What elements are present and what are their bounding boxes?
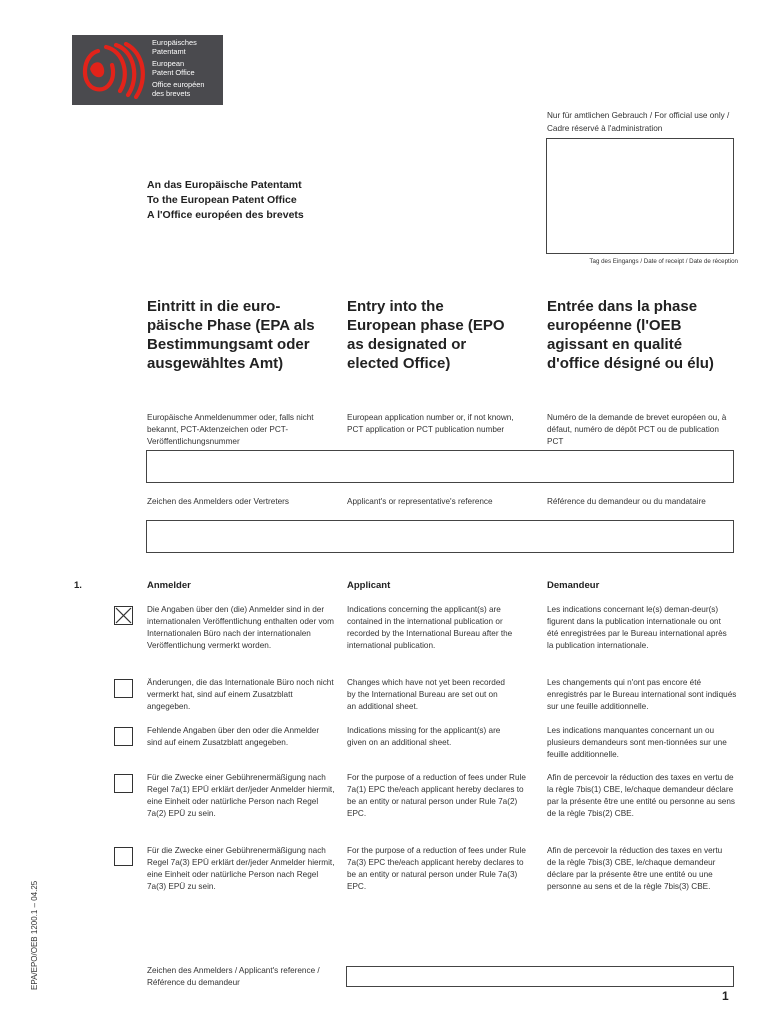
footer-reference-field[interactable]	[346, 966, 734, 987]
option-checkbox[interactable]	[114, 727, 133, 746]
section-heading-fr: Demandeur	[547, 580, 600, 591]
option-text-fr: Afin de percevoir la réduction des taxes en vertu de la règle 7bis(1) CBE, le/chaque demandeur déclare par la présente être une entité ou personne au sens de la règle 7bis(2) CBE.	[547, 773, 735, 818]
option-checkbox[interactable]	[114, 679, 133, 698]
option-text-en: Changes which have not yet been recorded by the International Bureau are set out on an additional sheet.	[347, 678, 505, 711]
logo-text-line6: des brevets	[152, 88, 191, 98]
reference-label-fr: Référence du demandeur ou du mandataire	[547, 497, 706, 506]
logo-text-line5: Office européen	[152, 80, 205, 90]
address-fr: A l'Office européen des brevets	[147, 209, 304, 221]
epo-logo-icon	[76, 41, 148, 99]
form-title-en: Entry into the European phase (EPO as designated or elected Office)	[347, 298, 505, 372]
form-code: EPA/EPO/OEB 1200.1 – 04.25	[30, 880, 39, 990]
footer-reference-label: Zeichen des Anmelders / Applicant's reference / Référence du demandeur	[147, 966, 320, 987]
option-text-fr: Les indications concernant le(s) deman-deur(s) figurent dans la publication internationale ou ont été enregistrées par le Bureau international après la publication internationale.	[547, 605, 727, 650]
form-title-de: Eintritt in die euro-päische Phase (EPA als Bestimmungsamt oder ausgewähltes Amt)	[147, 298, 315, 372]
option-text-de: Änderungen, die das Internationale Büro noch nicht vermerkt hat, sind auf einem Zusatzblatt angegeben.	[147, 678, 334, 711]
option-text-fr: Les indications manquantes concernant un ou plusieurs demandeurs sont men-tionnées sur une feuille additionnelle.	[547, 726, 727, 759]
section-heading-en: Applicant	[347, 580, 391, 591]
form-title-fr: Entrée dans la phase européenne (l'OEB agissant en qualité d'office désigné ou élu)	[547, 298, 714, 372]
option-text-de: Fehlende Angaben über den oder die Anmelder sind auf einem Zusatzblatt angegeben.	[147, 726, 320, 747]
option-text-en: Indications missing for the applicant(s) are given on an additional sheet.	[347, 726, 501, 747]
logo-text-line3: European	[152, 59, 185, 69]
official-use-box	[546, 138, 734, 254]
option-text-de: Für die Zwecke einer Gebührenermäßigung nach Regel 7a(1) EPÜ erklärt der/jeder Anmelder hiermit, eine Einheit oder natürliche Person nach Regel 7a(2) EPÜ zu sein.	[147, 773, 335, 818]
option-checkbox[interactable]	[114, 606, 133, 625]
logo-text-line1: Europäisches	[152, 38, 197, 47]
option-text-de: Die Angaben über den (die) Anmelder sind in der internationalen Veröffentlichung enthalten oder vom Internationalen Büro nach der internationalen Veröffentlichung vermerkt worden.	[147, 605, 334, 650]
official-use-label: Nur für amtlichen Gebrauch / For official use only / Cadre réservé à l'administration	[547, 111, 730, 133]
option-text-en: For the purpose of a reduction of fees under Rule 7a(3) EPC the/each applicant hereby declares to be an entity or natural person under Rule 7a(3) EPC.	[347, 846, 526, 891]
section-number: 1.	[74, 580, 82, 591]
option-text-fr: Afin de percevoir la réduction des taxes en vertu de la règle 7bis(3) CBE, le/chaque demandeur déclare par la présente être une entité ou une personne au sens et de la règle 7bis(3) CBE.	[547, 846, 723, 891]
date-of-receipt-label: Tag des Eingangs / Date of receipt / Date de réception	[589, 258, 738, 265]
logo-text-line2: Patentamt	[152, 46, 186, 56]
application-number-label-de: Europäische Anmeldenummer oder, falls nicht bekannt, PCT-Aktenzeichen oder PCT-Veröffentlichungsnummer	[147, 413, 314, 446]
option-text-en: Indications concerning the applicant(s) are contained in the international publication or recorded by the International Bureau after the international publication.	[347, 605, 513, 650]
option-checkbox[interactable]	[114, 774, 133, 793]
logo-text-line4: Patent Office	[152, 67, 195, 77]
epo-logo	[72, 35, 223, 105]
application-number-label-fr: Numéro de la demande de brevet européen ou, à défaut, numéro de dépôt PCT ou de publication PCT	[547, 413, 727, 446]
page-number: 1	[722, 989, 729, 1003]
section-heading-de: Anmelder	[147, 580, 191, 591]
option-text-en: For the purpose of a reduction of fees under Rule 7a(1) EPC the/each applicant hereby declares to be an entity or natural person under Rule 7a(2) EPC.	[347, 773, 526, 818]
reference-field[interactable]	[146, 520, 734, 553]
application-number-label-en: European application number or, if not known, PCT application or PCT publication number	[347, 413, 514, 434]
reference-label-en: Applicant's or representative's reference	[347, 497, 493, 506]
option-checkbox[interactable]	[114, 847, 133, 866]
checked-cross-icon	[115, 607, 132, 624]
application-number-field[interactable]	[146, 450, 734, 483]
option-text-fr: Les changements qui n'ont pas encore été enregistrés par le Bureau international sont indiqués sur une feuille additionnelle.	[547, 678, 737, 711]
option-text-de: Für die Zwecke einer Gebührenermäßigung nach Regel 7a(3) EPÜ erklärt der/jeder Anmelder hiermit, eine Einheit oder natürliche Person nach Regel 7a(3) EPÜ zu sein.	[147, 846, 335, 891]
reference-label-de: Zeichen des Anmelders oder Vertreters	[147, 497, 289, 506]
recipient-address	[147, 178, 407, 223]
address-en: To the European Patent Office	[147, 194, 297, 206]
address-de: An das Europäische Patentamt	[147, 179, 302, 191]
